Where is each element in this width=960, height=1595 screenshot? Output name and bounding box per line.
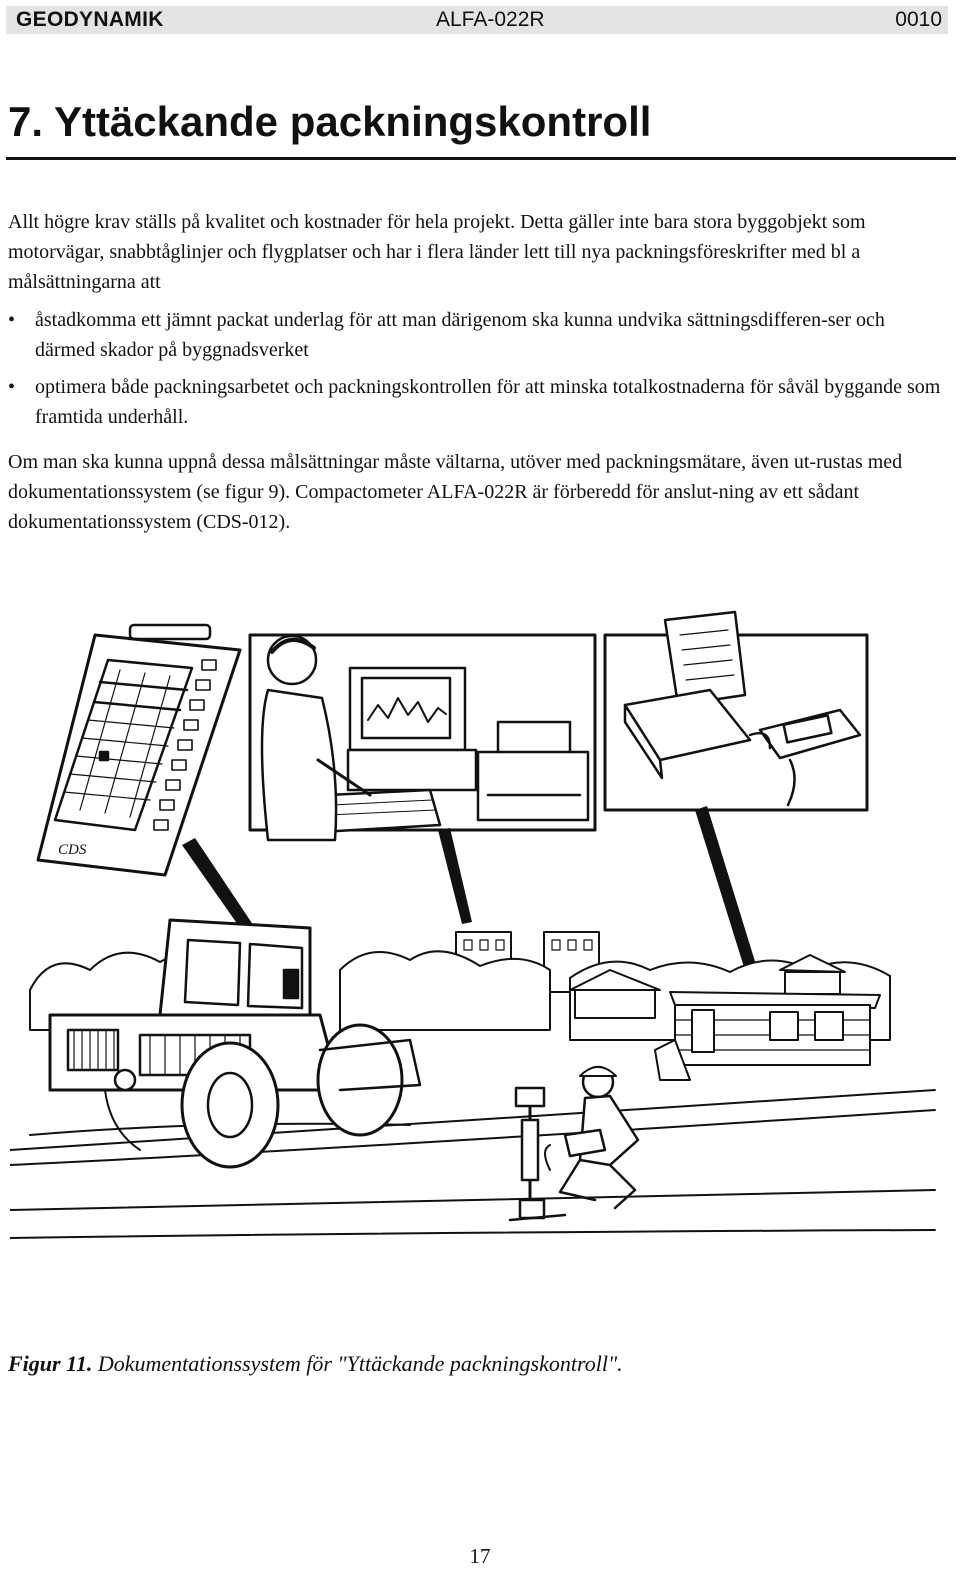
bullet-symbol: • xyxy=(8,376,16,398)
figure-illustration xyxy=(10,610,945,1250)
list-item xyxy=(8,372,943,432)
chapter-title: 7. Yttäckande packningskontroll xyxy=(8,98,652,145)
device-label: CDS xyxy=(58,842,87,858)
cds-device-drawing xyxy=(38,625,240,875)
bullet-text: optimera både packningsarbetet och packningskontrollen för att minska totalkostnaderna för såväl byggande som framtida underhåll. xyxy=(35,376,941,428)
header-code: 0010 xyxy=(895,8,942,31)
bullet-list xyxy=(8,305,943,439)
chapter-rule xyxy=(6,157,956,160)
intro-paragraph: Allt högre krav ställs på kvalitet och kostnader för hela projekt. Detta gäller inte bara stora byggobjekt som motorvägar, snabbtåglinjer och flygplatser och har i flera länder lett till nya packningsföreskrifter med bl a målsättningarna att xyxy=(8,211,866,293)
page-header xyxy=(6,6,948,34)
bullet-text: åstadkomma ett jämnt packat underlag för att man därigenom ska kunna undvika sättningsdifferen-ser och därmed skador på byggnadsverket xyxy=(35,309,885,361)
header-model: ALFA-022R xyxy=(436,8,545,31)
caption-text: Dokumentationssystem för "Yttäckande packningskontroll". xyxy=(97,1351,623,1376)
header-brand: GEODYNAMIK xyxy=(16,8,164,31)
bullet-symbol: • xyxy=(8,309,16,331)
page-number: 17 xyxy=(469,1544,491,1568)
office-computer-drawing xyxy=(250,635,595,840)
second-paragraph: Om man ska kunna uppnå dessa målsättningar måste vältarna, utöver med packningsmätare, även ut-rustas med dokumentationssystem (se figur 9). Compactometer ALFA-022R är förberedd för anslut-ning av ett sådant dokumentationssystem (CDS-012). xyxy=(8,451,903,533)
caption-label: Figur 11. xyxy=(8,1351,93,1376)
figure-caption xyxy=(8,1349,623,1379)
printer-drawing xyxy=(605,612,867,810)
road-drawing xyxy=(10,1090,935,1238)
list-item xyxy=(8,305,943,365)
